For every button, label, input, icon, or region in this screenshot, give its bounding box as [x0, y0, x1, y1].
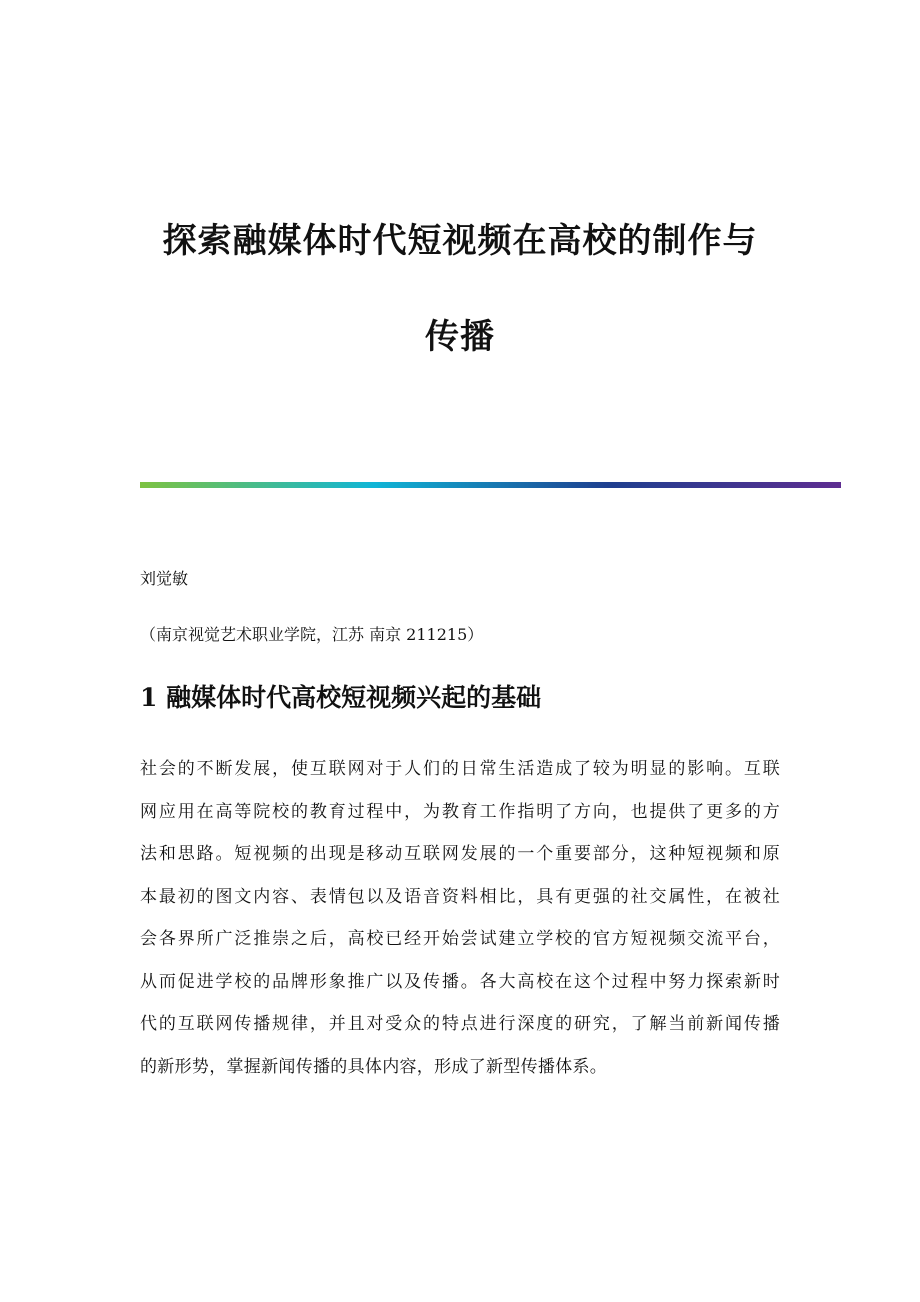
author-affiliation: （南京视觉艺术职业学院，江苏 南京 211215） [140, 625, 484, 644]
body-line: 法和思路。短视频的出现是移动互联网发展的一个重要部分，这种短视频和原 [140, 844, 780, 864]
document-title-line-2: 传播 [425, 317, 495, 357]
body-line: 会各界所广泛推崇之后，高校已经开始尝试建立学校的官方短视频交流平台， [140, 929, 780, 949]
author-name: 刘觉敏 [140, 569, 189, 588]
body-line: 从而促进学校的品牌形象推广以及传播。各大高校在这个过程中努力探索新时 [140, 971, 780, 992]
title-divider [140, 482, 841, 488]
body-line: 本最初的图文内容、表情包以及语音资料相比，具有更强的社交属性，在被社 [140, 886, 780, 907]
body-line: 网应用在高等院校的教育过程中，为教育工作指明了方向，也提供了更多的方 [140, 801, 780, 822]
body-line: 代的互联网传播规律，并且对受众的特点进行深度的研究，了解当前新闻传播 [140, 1014, 780, 1034]
document-title-line-1: 探索融媒体时代短视频在高校的制作与 [162, 221, 758, 261]
body-line: 的新形势，掌握新闻传播的具体内容，形成了新型传播体系。 [140, 1056, 608, 1077]
body-paragraph [140, 758, 780, 1098]
body-line: 社会的不断发展，使互联网对于人们的日常生活造成了较为明显的影响。互联 [140, 759, 780, 779]
section-heading: 1 融媒体时代高校短视频兴起的基础 [140, 683, 542, 712]
